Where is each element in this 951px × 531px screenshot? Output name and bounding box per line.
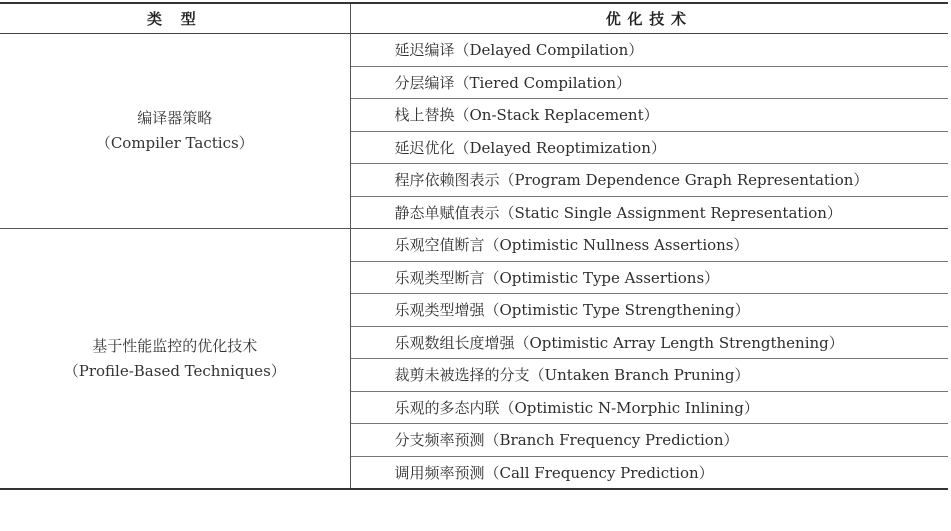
technique-cell: 乐观类型断言（Optimistic Type Assertions） — [350, 261, 948, 294]
technique-cell: 栈上替换（On-Stack Replacement） — [350, 99, 948, 132]
category-name-zh: 基于性能监控的优化技术 — [92, 336, 258, 355]
technique-cell: 乐观数组长度增强（Optimistic Array Length Strengthening） — [350, 326, 948, 359]
technique-cell: 裁剪未被选择的分支（Untaken Branch Pruning） — [350, 359, 948, 392]
table-row — [0, 229, 948, 262]
category-name-zh: 编译器策略 — [137, 109, 213, 128]
column-header-type: 类 型 — [0, 3, 350, 34]
column-header-technique: 优化技术 — [350, 3, 948, 34]
technique-cell: 乐观类型增强（Optimistic Type Strengthening） — [350, 294, 948, 327]
category-name-en: （Compiler Tactics） — [95, 134, 254, 152]
technique-cell: 分层编译（Tiered Compilation） — [350, 66, 948, 99]
technique-cell: 分支频率预测（Branch Frequency Prediction） — [350, 424, 948, 457]
table-row — [0, 34, 948, 67]
category-profile-based-techniques — [0, 229, 350, 490]
category-name-en: （Profile-Based Techniques） — [63, 361, 286, 380]
technique-cell: 乐观空值断言（Optimistic Nullness Assertions） — [350, 229, 948, 262]
category-compiler-tactics — [0, 34, 350, 229]
technique-cell: 延迟优化（Delayed Reoptimization） — [350, 131, 948, 164]
technique-cell: 延迟编译（Delayed Compilation） — [350, 34, 948, 67]
technique-cell: 乐观的多态内联（Optimistic N-Morphic Inlining） — [350, 391, 948, 424]
technique-cell: 程序依赖图表示（Program Dependence Graph Representation） — [350, 164, 948, 197]
table-header-row — [0, 3, 948, 34]
technique-cell: 静态单赋值表示（Static Single Assignment Representation） — [350, 196, 948, 229]
technique-cell: 调用频率预测（Call Frequency Prediction） — [350, 456, 948, 489]
optimization-techniques-table — [0, 2, 948, 490]
